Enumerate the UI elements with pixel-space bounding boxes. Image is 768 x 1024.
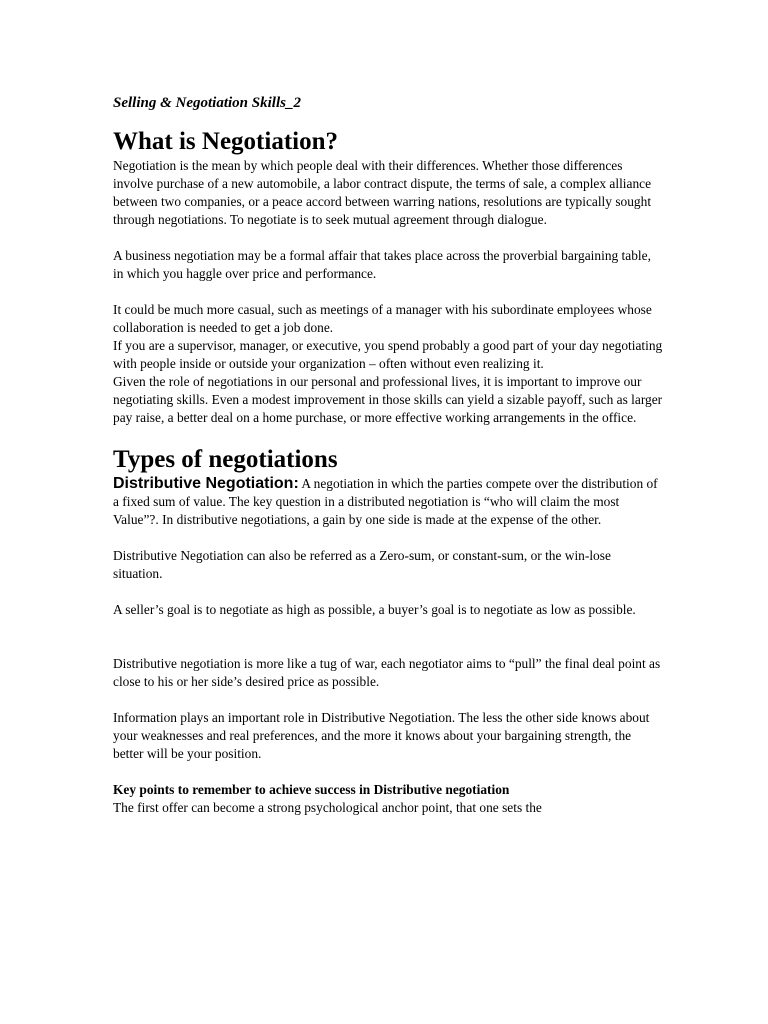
- heading-types-of-negotiations: Types of negotiations: [113, 446, 338, 473]
- paragraph-tug-of-war: Distributive negotiation is more like a tug of war, each negotiator aims to “pull” the final deal point as close to his or her side’s desired price as possible.: [113, 656, 661, 689]
- document-title: Selling & Negotiation Skills_2: [113, 95, 301, 111]
- subheading-distributive-negotiation: Distributive Negotiation:: [113, 475, 299, 492]
- paragraph-zero-sum: Distributive Negotiation can also be referred as a Zero-sum, or constant-sum, or the win-lose situation.: [113, 548, 611, 581]
- paragraph-supervisor: If you are a supervisor, manager, or executive, you spend probably a good part of your day negotiating with people inside or outside your organization – often without even realizing it.: [113, 338, 663, 371]
- paragraph-business-negotiation: A business negotiation may be a formal affair that takes place across the proverbial bargaining table, in which you haggle over price and performance.: [113, 248, 651, 281]
- paragraph-role-of-negotiations: Given the role of negotiations in our personal and professional lives, it is important to improve our negotiating skills. Even a modest improvement in those skills can yield a sizable payoff, such as larger pay raise, a better deal on a home purchase, or more effective working arrangements in the office.: [113, 374, 663, 425]
- distributive-intro-text: A negotiation in which the parties compete over the distribution of a fixed sum of value. The key question in a distributed negotiation is “who will claim the most Value”?. In distributive negotiations, a gain by one side is made at the expense of the other.: [113, 476, 658, 527]
- key-points-heading: Key points to remember to achieve success in Distributive negotiation: [113, 782, 510, 797]
- paragraph-seller-buyer-goal: A seller’s goal is to negotiate as high as possible, a buyer’s goal is to negotiate as low as possible.: [113, 602, 636, 617]
- paragraph-casual: It could be much more casual, such as meetings of a manager with his subordinate employees whose collaboration is needed to get a job done.: [113, 302, 652, 335]
- paragraph-distributive-intro: [113, 475, 663, 529]
- paragraph-first-offer: The first offer can become a strong psychological anchor point, that one sets the: [113, 800, 542, 815]
- heading-what-is-negotiation: What is Negotiation?: [113, 128, 338, 155]
- paragraph-definition: Negotiation is the mean by which people deal with their differences. Whether those differences involve purchase of a new automobile, a labor contract dispute, the terms of sale, a complex alliance between two companies, or a peace accord between warring nations, resolutions are typically sought through negotiations. To negotiate is to seek mutual agreement through dialogue.: [113, 158, 652, 227]
- document-body: [113, 93, 663, 817]
- paragraph-information-role: Information plays an important role in Distributive Negotiation. The less the other side knows about your weaknesses and real preferences, and the more it knows about your bargaining strength, the better will be your position.: [113, 710, 650, 761]
